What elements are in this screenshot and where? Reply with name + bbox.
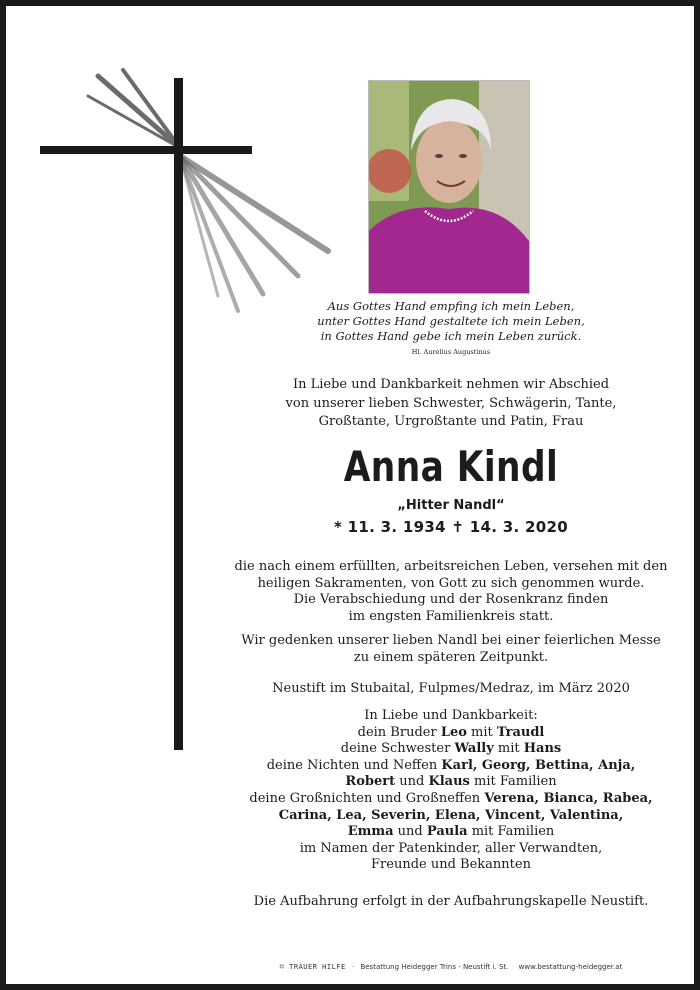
quote-line: in Gottes Hand gebe ich mein Leben zurück. [320, 329, 582, 343]
mourner-name: Klaus [428, 774, 470, 790]
mourner-line [206, 808, 696, 825]
quote-author: Hl. Aurelius Augustinus [411, 348, 491, 356]
mourner-text: dein Bruder [357, 724, 441, 740]
mourner-text: mit [466, 724, 497, 740]
memorial-line: zu einem späteren Zeitpunkt. [353, 649, 549, 665]
intro-line: von unserer lieben Schwester, Schwägerin, Tante, [285, 395, 617, 411]
mourner-name: Robert [345, 774, 396, 790]
mourner-text: und [393, 824, 427, 840]
mourner-name: Paula [426, 824, 468, 840]
deceased-nickname: „Hitter Nandl“ [397, 498, 505, 513]
mourner-line [206, 725, 696, 742]
company-website-link[interactable]: www.bestattung-heidegger.at [518, 963, 623, 971]
mourner-text: mit Familien [467, 824, 555, 840]
mourner-name: Wally [454, 741, 494, 757]
mourner-text: mit [493, 741, 524, 757]
announcement-line: Die Verabschiedung und der Rosenkranz finden [293, 592, 609, 607]
announcement-line: im engsten Familienkreis statt. [348, 608, 554, 624]
announcement-line: die nach einem erfüllten, arbeitsreichen Leben, versehen mit den [234, 559, 668, 574]
intro-line: In Liebe und Dankbarkeit nehmen wir Abschied [292, 377, 610, 392]
intro-text [206, 376, 696, 432]
mourner-name: Emma [347, 824, 394, 840]
mourner-text: deine Schwester [340, 741, 455, 757]
mourner-line [206, 791, 696, 808]
portrait-photo [368, 80, 530, 294]
brand-logo: © TRAUER HILFE [279, 963, 346, 971]
mourner-line [206, 774, 696, 791]
announcement-text [206, 559, 696, 625]
mourner-name: Leo [440, 724, 467, 740]
intro-line: Großtante, Urgroßtante und Patin, Frau [318, 414, 584, 429]
mourner-text: Freunde und Bekannten [371, 857, 531, 873]
mourner-line [206, 758, 696, 775]
company-name: Bestattung Heidegger Trins - Neustift i. St. [360, 963, 509, 971]
mourner-text: und [395, 774, 429, 790]
bible-quote [206, 299, 696, 344]
announcement-line: heiligen Sakramenten, von Gott zu sich genommen wurde. [257, 575, 645, 591]
mourner-line [206, 741, 696, 758]
mourner-text: deine Nichten und Neffen [266, 757, 442, 773]
mourner-text: In Liebe und Dankbarkeit: [364, 708, 538, 723]
mourner-name: Karl, Georg, Bettina, Anja, [441, 757, 636, 773]
deceased-name: Anna Kindl [343, 442, 559, 491]
place-and-date: Neustift im Stubaital, Fulpmes/Medraz, im März 2020 [272, 681, 630, 696]
memorial-line: Wir gedenken unserer lieben Nandl bei einer feierlichen Messe [241, 633, 661, 648]
mourner-name: Hans [523, 741, 562, 757]
mourner-text: im Namen der Patenkinder, aller Verwandten, [299, 840, 603, 856]
quote-line: unter Gottes Hand gestaltete ich mein Leben, [317, 314, 585, 328]
memorial-mass-text [206, 633, 696, 666]
mourner-name: Verena, Bianca, Rabea, [484, 790, 653, 806]
mourners-list [206, 708, 696, 874]
quote-line: Aus Gottes Hand empfing ich mein Leben, [327, 299, 575, 313]
mourner-text: mit Familien [469, 774, 557, 790]
mourner-text: deine Großnichten und Großneffen [249, 790, 485, 806]
mourner-line [206, 708, 696, 725]
life-dates: * 11. 3. 1934 ✝ 14. 3. 2020 [334, 518, 568, 536]
mourner-name: Carina, Lea, Severin, Elena, Vincent, Valentina, [278, 807, 624, 823]
mourner-line [206, 841, 696, 858]
mourner-name: Traudl [496, 724, 545, 740]
mourner-line [206, 857, 696, 874]
footer: © TRAUER HILFE · Bestattung Heidegger Trins - Neustift i. St. www.bestattung-heidegger.at [279, 963, 623, 971]
laying-out-notice: Die Aufbahrung erfolgt in der Aufbahrungskapelle Neustift. [253, 894, 649, 909]
mourner-line [206, 824, 696, 841]
